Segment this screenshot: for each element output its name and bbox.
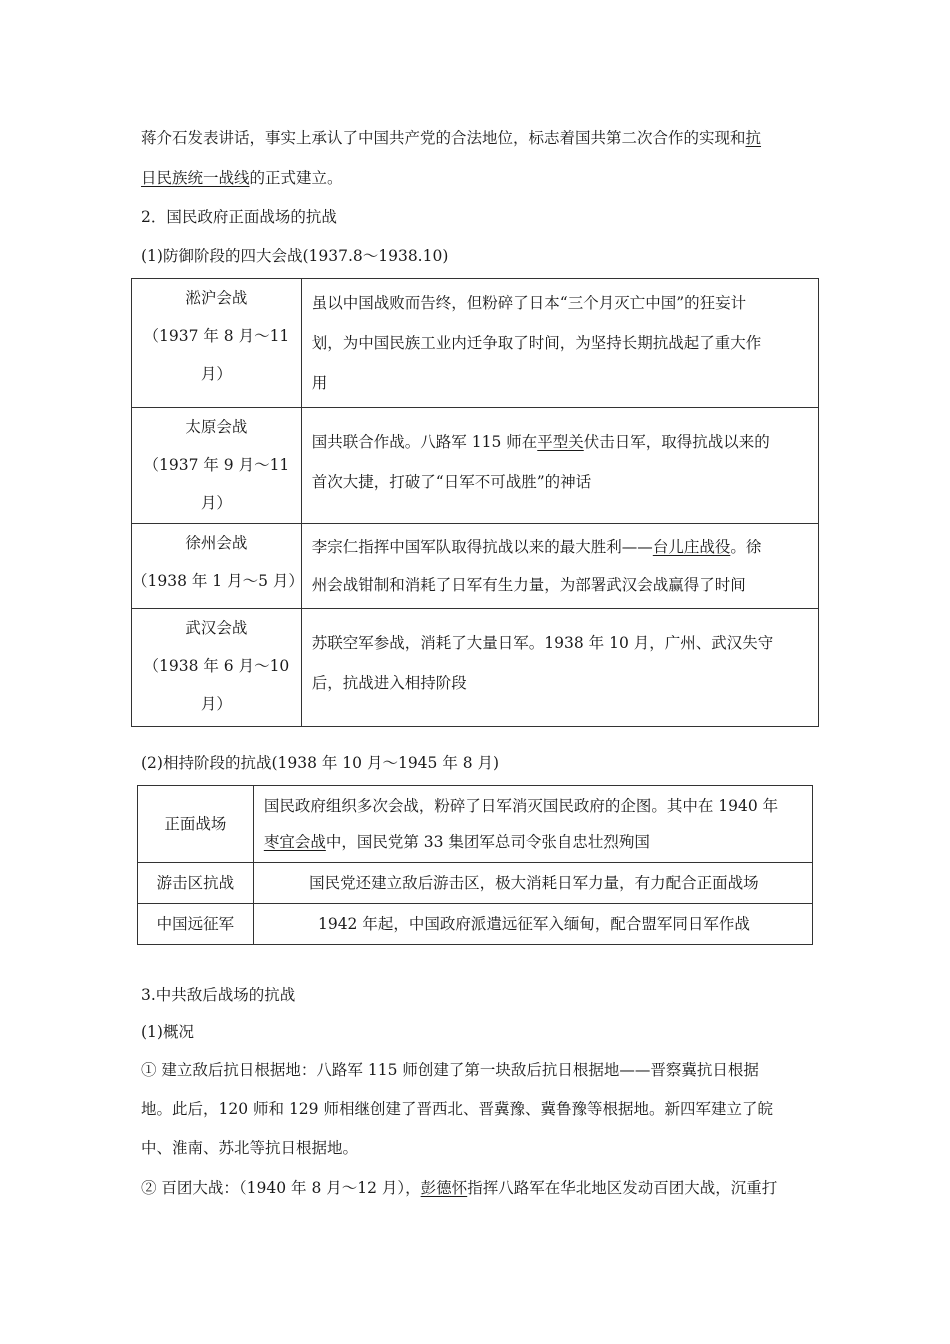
battle-date: （1937 年 8 月～11: [143, 327, 290, 345]
battle-desc-cell: [301, 609, 818, 727]
paragraph-text: 指挥八路军在华北地区发动百团大战，沉重打: [467, 1179, 778, 1197]
battle-date: （1938 年 6 月～10: [143, 657, 290, 675]
battle-name: 武汉会战: [185, 619, 248, 637]
battle-name: 淞沪会战: [185, 289, 248, 307]
table-row: [138, 904, 813, 945]
paragraph-line: ① 建立敌后抗日根据地：八路军 115 师创建了第一块敌后抗日根据地——晋察冀抗日根据: [141, 1061, 759, 1079]
battle-date: 月）: [200, 365, 232, 383]
section-2-sub-2: (2)相持阶段的抗战(1938 年 10 月～1945 年 8 月): [141, 754, 500, 772]
desc-text: 国共联合作战。八路军 115 师在: [311, 433, 538, 451]
battle-desc: 划，为中国民族工业内迁争取了时间，为坚持长期抗战起了重大作: [311, 334, 762, 352]
battle-name: 太原会战: [185, 418, 248, 436]
front-desc: 国民党还建立敌后游击区，极大消耗日军力量，有力配合正面战场: [309, 874, 759, 892]
front-desc-cell: [253, 904, 812, 945]
desc-text: 伏击日军，取得抗战以来的: [583, 433, 770, 451]
battle-desc-cell: [301, 408, 818, 524]
paragraph-line: [141, 1177, 777, 1199]
battle-name-cell: [132, 408, 302, 524]
intro-line-2: [141, 167, 343, 189]
underlined-term: 台儿庄战役: [652, 538, 731, 556]
table-row: [132, 279, 819, 408]
battle-desc-cell: [301, 279, 818, 408]
battle-desc: 用: [311, 374, 328, 392]
battle-desc: 首次大捷，打破了“日军不可战胜”的神话: [311, 473, 592, 491]
battle-date: 月）: [200, 494, 232, 512]
front-name-cell: [138, 904, 254, 945]
battle-desc-cell: [301, 524, 818, 609]
section-3-sub-1: (1)概况: [141, 1023, 194, 1041]
section-3-heading: 3.中共敌后战场的抗战: [141, 986, 296, 1004]
front-desc: 国民政府组织多次会战，粉碎了日军消灭国民政府的企图。其中在 1940 年: [263, 797, 779, 815]
battle-name-cell: [132, 609, 302, 727]
front-desc: 1942 年起，中国政府派遣远征军入缅甸，配合盟军同日军作战: [317, 915, 750, 933]
desc-text: 。徐: [730, 538, 762, 556]
desc-text: 李宗仁指挥中国军队取得抗战以来的最大胜利——: [311, 538, 653, 556]
front-name: 正面战场: [164, 815, 227, 833]
battle-desc: [312, 528, 810, 566]
table-row: [132, 408, 819, 524]
front-desc-cell: [253, 863, 812, 904]
battle-desc: 虽以中国战败而告终，但粉碎了日本“三个月灭亡中国”的狂妄计: [311, 294, 747, 312]
intro-line-1: [141, 127, 761, 149]
paragraph-line: 地。此后，120 师和 129 师相继创建了晋西北、晋冀豫、冀鲁豫等根据地。新四军建立了皖: [141, 1100, 773, 1118]
battles-table: [131, 278, 819, 727]
battle-desc: 州会战钳制和消耗了日军有生力量，为部署武汉会战赢得了时间: [311, 576, 746, 594]
table-row: [138, 863, 813, 904]
battle-date: （1937 年 9 月～11: [143, 456, 290, 474]
battle-desc: 苏联空军参战，消耗了大量日军。1938 年 10 月，广州、武汉失守: [311, 634, 774, 652]
battle-name-cell: [132, 524, 302, 609]
paragraph-line: 中、淮南、苏北等抗日根据地。: [141, 1139, 359, 1157]
underlined-term: 抗: [745, 129, 762, 147]
section-2-heading: 2．国民政府正面战场的抗战: [141, 208, 337, 226]
desc-text: 中，国民党第 33 集团军总司令张自忠壮烈殉国: [325, 833, 650, 851]
table-row: [138, 786, 813, 863]
front-name: 中国远征军: [156, 915, 235, 933]
underlined-term: 日民族统一战线: [141, 169, 250, 187]
table-row: [132, 609, 819, 727]
stalemate-table: [137, 785, 813, 945]
battle-date: 月）: [200, 695, 232, 713]
front-name-cell: [138, 863, 254, 904]
section-2-sub-1: (1)防御阶段的四大会战(1937.8～1938.10): [141, 247, 449, 265]
front-name: 游击区抗战: [156, 874, 235, 892]
paragraph-text: ② 百团大战：（1940 年 8 月～12 月），: [141, 1179, 421, 1197]
intro-text: 蒋介石发表讲话，事实上承认了中国共产党的合法地位，标志着国共第二次合作的实现和: [141, 129, 746, 147]
intro-text: 的正式建立。: [249, 169, 343, 187]
battle-desc: [312, 422, 810, 462]
table-row: [132, 524, 819, 609]
battle-name-cell: [132, 279, 302, 408]
underlined-term: 彭德怀: [420, 1179, 468, 1197]
underlined-term: 枣宜会战: [263, 833, 326, 851]
front-desc-cell: [253, 786, 812, 863]
battle-date: （1938 年 1 月～5 月）: [132, 572, 304, 590]
battle-name: 徐州会战: [185, 534, 248, 552]
underlined-term: 平型关: [537, 433, 584, 451]
front-name-cell: [138, 786, 254, 863]
battle-desc: 后，抗战进入相持阶段: [311, 674, 467, 692]
front-desc: [264, 824, 804, 860]
